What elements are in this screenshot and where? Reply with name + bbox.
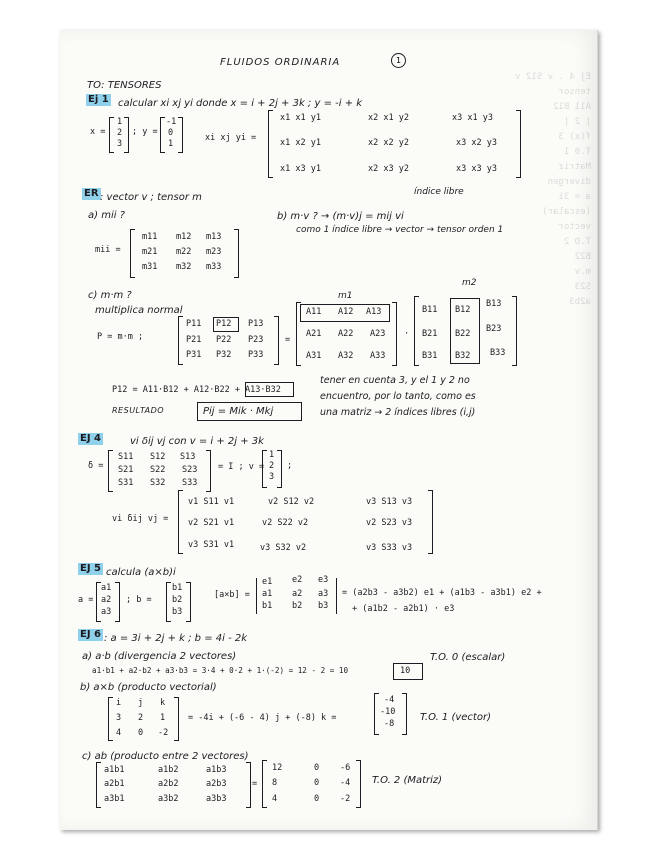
er-p11: P11 bbox=[186, 319, 202, 329]
ex5-det-bar-left bbox=[256, 578, 257, 614]
er-p-label: P = m·m ; bbox=[97, 332, 144, 342]
ex6-cv33: -2 bbox=[340, 794, 351, 804]
ex4-r2c1: v2 S21 v1 bbox=[188, 518, 235, 528]
ex6-c33: a3b3 bbox=[206, 794, 227, 804]
ex6-c22: a2b2 bbox=[158, 779, 179, 789]
ex5-det-bar-right bbox=[336, 578, 337, 614]
ex4-s11: S11 bbox=[118, 452, 134, 462]
ex1-matrix-bracket-left bbox=[268, 110, 273, 178]
ex6-c31: a3b1 bbox=[104, 794, 125, 804]
ex4-r2c2: v2 S22 v2 bbox=[262, 518, 309, 528]
ex1-y2: 0 bbox=[168, 128, 174, 138]
ex6-b12: j bbox=[138, 698, 144, 708]
er-note-line2: encuentro, por lo tanto, como es bbox=[320, 391, 476, 402]
er-m13: m13 bbox=[206, 232, 222, 242]
er-b-note: como 1 índice libre → vector → tensor orden 1 bbox=[296, 225, 504, 235]
ex1-y-label: ; y = bbox=[132, 127, 158, 137]
ex6-c-equals: = bbox=[252, 779, 258, 789]
page-number-circle: 1 bbox=[391, 53, 406, 68]
ex5-b2: b2 bbox=[172, 595, 183, 605]
er-index-note: índice libre bbox=[414, 187, 464, 197]
er-p12: P12 bbox=[216, 319, 232, 329]
er-c-sub: multiplica normal bbox=[95, 305, 183, 316]
ex4-v-bracket-left bbox=[262, 450, 267, 488]
ex6-b-vec2: -10 bbox=[380, 707, 396, 717]
ex6-c32: a3b2 bbox=[158, 794, 179, 804]
er-b13: B13 bbox=[486, 299, 502, 309]
ex5-b1: b1 bbox=[172, 583, 183, 593]
ex4-s21: S21 bbox=[118, 465, 134, 475]
ex6-b-order: T.O. 1 (vector) bbox=[420, 712, 491, 723]
er-m1-label: m1 bbox=[338, 291, 353, 301]
ex4-s13: S13 bbox=[180, 452, 196, 462]
ex6-b31: 4 bbox=[116, 728, 122, 738]
ex6-c12: a1b2 bbox=[158, 765, 179, 775]
ex1-x3: 3 bbox=[117, 139, 123, 149]
er-dot-sign: · bbox=[404, 329, 410, 339]
ex6-statement: : a = 3i + 2j + k ; b = 4i - 2k bbox=[104, 633, 248, 644]
ex4-s12: S12 bbox=[150, 452, 166, 462]
ex5-d23: a3 bbox=[318, 589, 329, 599]
ex5-b-bracket-left bbox=[166, 582, 171, 622]
topic-heading: TO: TENSORES bbox=[87, 80, 162, 91]
ex6-b-vec3: -8 bbox=[384, 719, 395, 729]
ex5-b-label: ; b = bbox=[126, 595, 152, 605]
bleed-through-text: Ej 4 . v S12 v tensor A11 B12 | 2 | f(x) 3 T.0 1 Matriz divergen a = 3i (escalar) vector T.O 2 B22 m.v S23 a2b3 bbox=[515, 72, 591, 307]
ex4-r3c2: v3 S32 v2 bbox=[260, 543, 307, 553]
ex5-tag: EJ 5 bbox=[80, 563, 101, 574]
er-mii-label: mii = bbox=[95, 245, 121, 255]
ex1-prod-label: xi xj yi = bbox=[205, 133, 257, 143]
ex6-c-bracket-right bbox=[246, 762, 251, 808]
ex4-v-bracket-right bbox=[277, 450, 282, 488]
er-p12-formula-box bbox=[245, 382, 294, 397]
er-p13: P13 bbox=[248, 319, 264, 329]
ex4-r3c3: v3 S33 v3 bbox=[366, 543, 413, 553]
er-note-line3: una matriz → 2 índices libres (i,j) bbox=[320, 407, 476, 418]
ex4-matrix-bracket-left bbox=[178, 490, 183, 554]
ex1-r3c1: x1 x3 y1 bbox=[280, 164, 321, 174]
ex4-r1c3: v3 S13 v3 bbox=[366, 497, 413, 507]
er-p32: P32 bbox=[216, 350, 232, 360]
ex6-a-result: 10 bbox=[400, 666, 411, 676]
ex1-y1: -1 bbox=[166, 117, 177, 127]
ex6-cv23: -4 bbox=[340, 778, 351, 788]
ex6-c-label: c) ab (producto entre 2 vectores) bbox=[82, 751, 249, 762]
ex5-result-line2: + (a1b2 - a2b1) · e3 bbox=[352, 604, 455, 614]
er-m11: m11 bbox=[142, 232, 158, 242]
ex5-a1: a1 bbox=[101, 583, 112, 593]
ex4-prod-label: vi δij vj = bbox=[112, 514, 169, 524]
page-title: FLUIDOS ORDINARIA bbox=[220, 57, 341, 68]
ex6-b-calc: = -4i + (-6 - 4) j + (-8) k = bbox=[188, 713, 337, 723]
er-a13: A13 bbox=[366, 307, 382, 317]
ex5-d22: a2 bbox=[292, 589, 303, 599]
er-a22: A22 bbox=[338, 329, 354, 339]
er-b23: B23 bbox=[486, 324, 502, 334]
ex6-b22: 2 bbox=[138, 713, 144, 723]
ex5-a3: a3 bbox=[101, 607, 112, 617]
ex4-v1: 1 bbox=[269, 450, 275, 460]
er-m23: m23 bbox=[206, 247, 222, 257]
ex5-b3: b3 bbox=[172, 607, 183, 617]
ex6-b-label: b) a×b (producto vectorial) bbox=[80, 682, 217, 693]
ex6-b21: 3 bbox=[116, 713, 122, 723]
er-a12: A12 bbox=[338, 307, 354, 317]
er-m12: m12 bbox=[176, 232, 192, 242]
ex6-cv32: 0 bbox=[314, 794, 320, 804]
er-statement: : vector v ; tensor m bbox=[100, 192, 202, 203]
er-p31: P31 bbox=[186, 350, 202, 360]
er-p33: P33 bbox=[248, 350, 264, 360]
er-a-label: a) mii ? bbox=[88, 210, 125, 221]
ex5-d12: e2 bbox=[292, 575, 303, 585]
ex5-b-bracket-right bbox=[186, 582, 191, 622]
ex4-s32: S32 bbox=[150, 478, 166, 488]
ex6-c-vals-bracket-right bbox=[356, 760, 361, 808]
ex5-d32: b2 bbox=[292, 601, 303, 611]
er-result-formula: Pij = Mik · Mkj bbox=[203, 406, 274, 417]
ex1-x2: 2 bbox=[117, 128, 123, 138]
er-a23: A23 bbox=[370, 329, 386, 339]
er-a-bracket-right bbox=[392, 302, 397, 366]
er-result-label: RESULTADO bbox=[112, 406, 165, 415]
ex5-d33: b3 bbox=[318, 601, 329, 611]
ex4-matrix-bracket-right bbox=[428, 490, 433, 554]
ex5-d31: b1 bbox=[262, 601, 273, 611]
ex4-delta-bracket-left bbox=[108, 450, 113, 492]
ex1-y3: 1 bbox=[168, 139, 174, 149]
ex1-statement: calcular xi xj yi donde x = i + 2j + 3k ; y = -i + k bbox=[118, 98, 363, 109]
ex5-d21: a1 bbox=[262, 589, 273, 599]
er-equals-sign: = bbox=[285, 335, 291, 345]
er-a11: A11 bbox=[306, 307, 322, 317]
ex6-a-calc: a1·b1 + a2·b2 + a3·b3 = 3·4 + 0·2 + 1·(-2) = 12 - 2 = 10 bbox=[92, 666, 349, 675]
ex5-result-line1: = (a2b3 - a3b2) e1 + (a1b3 - a3b1) e2 + bbox=[342, 588, 542, 598]
er-note-line1: tener en cuenta 3, y el 1 y 2 no bbox=[320, 375, 470, 386]
er-a32: A32 bbox=[338, 351, 354, 361]
er-p-bracket-left bbox=[178, 316, 183, 365]
ex4-statement: vi δij vj con v = i + 2j + 3k bbox=[130, 436, 264, 447]
ex5-a-label: a = bbox=[78, 595, 94, 605]
ex1-r1c1: x1 x1 y1 bbox=[280, 113, 321, 123]
er-m2-label: m2 bbox=[462, 278, 477, 288]
er-b-bracket-right bbox=[512, 296, 517, 366]
ex6-c13: a1b3 bbox=[206, 765, 227, 775]
er-p-bracket-right bbox=[274, 316, 279, 365]
ex6-cv22: 0 bbox=[314, 778, 320, 788]
er-m-bracket-left bbox=[130, 229, 135, 278]
er-b33: B33 bbox=[490, 348, 506, 358]
ex6-b32: 0 bbox=[138, 728, 144, 738]
ex6-b23: 1 bbox=[160, 713, 166, 723]
er-a21: A21 bbox=[306, 329, 322, 339]
ex4-v2: 2 bbox=[269, 461, 275, 471]
ex1-r2c1: x1 x2 y1 bbox=[280, 138, 321, 148]
ex5-axb-label: [a×b] = bbox=[214, 590, 250, 600]
ex6-b-vec1: -4 bbox=[384, 695, 395, 705]
ex6-cv11: 12 bbox=[272, 763, 283, 773]
ex1-r1c3: x3 x1 y3 bbox=[452, 113, 493, 123]
ex5-statement: calcula (a×b)i bbox=[106, 567, 176, 578]
er-b31: B31 bbox=[422, 351, 438, 361]
ex5-d11: e1 bbox=[262, 577, 273, 587]
ex1-y-bracket-left bbox=[160, 117, 165, 153]
ex6-cv13: -6 bbox=[340, 763, 351, 773]
ex1-tag: Ej 1 bbox=[88, 94, 109, 105]
ex4-r1c1: v1 S11 v1 bbox=[188, 497, 235, 507]
ex4-s22: S22 bbox=[150, 465, 166, 475]
ex6-b13: k bbox=[160, 698, 166, 708]
ex1-y-bracket-right bbox=[178, 117, 183, 153]
er-a33: A33 bbox=[370, 351, 386, 361]
er-p12-formula: P12 = A11·B12 + A12·B22 + A13·B32 bbox=[112, 385, 281, 395]
ex4-delta-bracket-right bbox=[206, 450, 211, 492]
er-m32: m32 bbox=[176, 262, 192, 272]
ex6-a-order: T.O. 0 (escalar) bbox=[430, 652, 506, 663]
er-m31: m31 bbox=[142, 262, 158, 272]
er-m33: m33 bbox=[206, 262, 222, 272]
ex4-identity: = I ; v = bbox=[218, 462, 265, 472]
er-m21: m21 bbox=[142, 247, 158, 257]
ex1-x-bracket-left bbox=[109, 117, 114, 153]
er-b11: B11 bbox=[422, 305, 438, 315]
er-m22: m22 bbox=[176, 247, 192, 257]
ex6-b-vec-bracket-right bbox=[402, 693, 407, 735]
ex1-r1c2: x2 x1 y2 bbox=[368, 113, 409, 123]
ex6-b-vec-bracket-left bbox=[374, 693, 379, 735]
ex4-r1c2: v2 S12 v2 bbox=[268, 497, 315, 507]
ex5-d13: e3 bbox=[318, 575, 329, 585]
ex6-b-det-bracket-left bbox=[108, 697, 113, 741]
ex5-a-bracket-right bbox=[115, 582, 120, 622]
ex6-cv31: 4 bbox=[272, 794, 278, 804]
ex6-c-bracket-left bbox=[96, 762, 101, 808]
ex5-a2: a2 bbox=[101, 595, 112, 605]
ex1-matrix-bracket-right bbox=[516, 110, 521, 178]
ex4-semicolon: ; bbox=[287, 461, 293, 471]
ex4-s31: S31 bbox=[118, 478, 134, 488]
er-c-label: c) m·m ? bbox=[88, 290, 132, 301]
ex1-x-label: x = bbox=[90, 127, 106, 137]
ex1-r3c3: x3 x3 y3 bbox=[456, 164, 497, 174]
er-tag: ER bbox=[84, 188, 99, 199]
er-p21: P21 bbox=[186, 335, 202, 345]
er-m-bracket-right bbox=[234, 229, 239, 278]
er-p22: P22 bbox=[216, 335, 232, 345]
ex1-r2c3: x3 x2 y3 bbox=[456, 138, 497, 148]
ex1-x1: 1 bbox=[117, 117, 123, 127]
er-b12: B12 bbox=[455, 305, 471, 315]
ex1-r3c2: x2 x3 y2 bbox=[368, 164, 409, 174]
er-a31: A31 bbox=[306, 351, 322, 361]
er-b22: B22 bbox=[455, 329, 471, 339]
ex1-r2c2: x2 x2 y2 bbox=[368, 138, 409, 148]
ex4-delta-label: δ = bbox=[88, 461, 104, 471]
ex6-c23: a2b3 bbox=[206, 779, 227, 789]
ex6-cv12: 0 bbox=[314, 763, 320, 773]
ex4-r3c1: v3 S31 v1 bbox=[188, 540, 235, 550]
ex6-a-label: a) a·b (divergencia 2 vectores) bbox=[82, 651, 237, 662]
er-b-label: b) m·v ? → (m·v)j = mij vi bbox=[277, 211, 404, 222]
ex4-tag: EJ 4 bbox=[80, 433, 101, 444]
ex6-b33: -2 bbox=[158, 728, 169, 738]
ex6-c-order: T.O. 2 (Matriz) bbox=[372, 775, 443, 786]
ex6-c11: a1b1 bbox=[104, 765, 125, 775]
er-p23: P23 bbox=[248, 335, 264, 345]
er-b21: B21 bbox=[422, 329, 438, 339]
ex4-r2c3: v2 S23 v3 bbox=[366, 518, 413, 528]
ex4-s23: S23 bbox=[182, 465, 198, 475]
er-b-bracket-left bbox=[414, 296, 419, 366]
ex1-x-bracket-right bbox=[124, 117, 129, 153]
ex6-cv21: 8 bbox=[272, 778, 278, 788]
ex6-c-vals-bar-left bbox=[262, 760, 263, 806]
ex4-s33: S33 bbox=[182, 478, 198, 488]
ex6-tag: EJ 6 bbox=[80, 629, 101, 640]
ex6-c21: a2b1 bbox=[104, 779, 125, 789]
er-b32: B32 bbox=[455, 351, 471, 361]
ex6-b-det-bracket-right bbox=[174, 697, 179, 741]
ex4-v3: 3 bbox=[269, 472, 275, 482]
ex6-b11: i bbox=[116, 698, 122, 708]
